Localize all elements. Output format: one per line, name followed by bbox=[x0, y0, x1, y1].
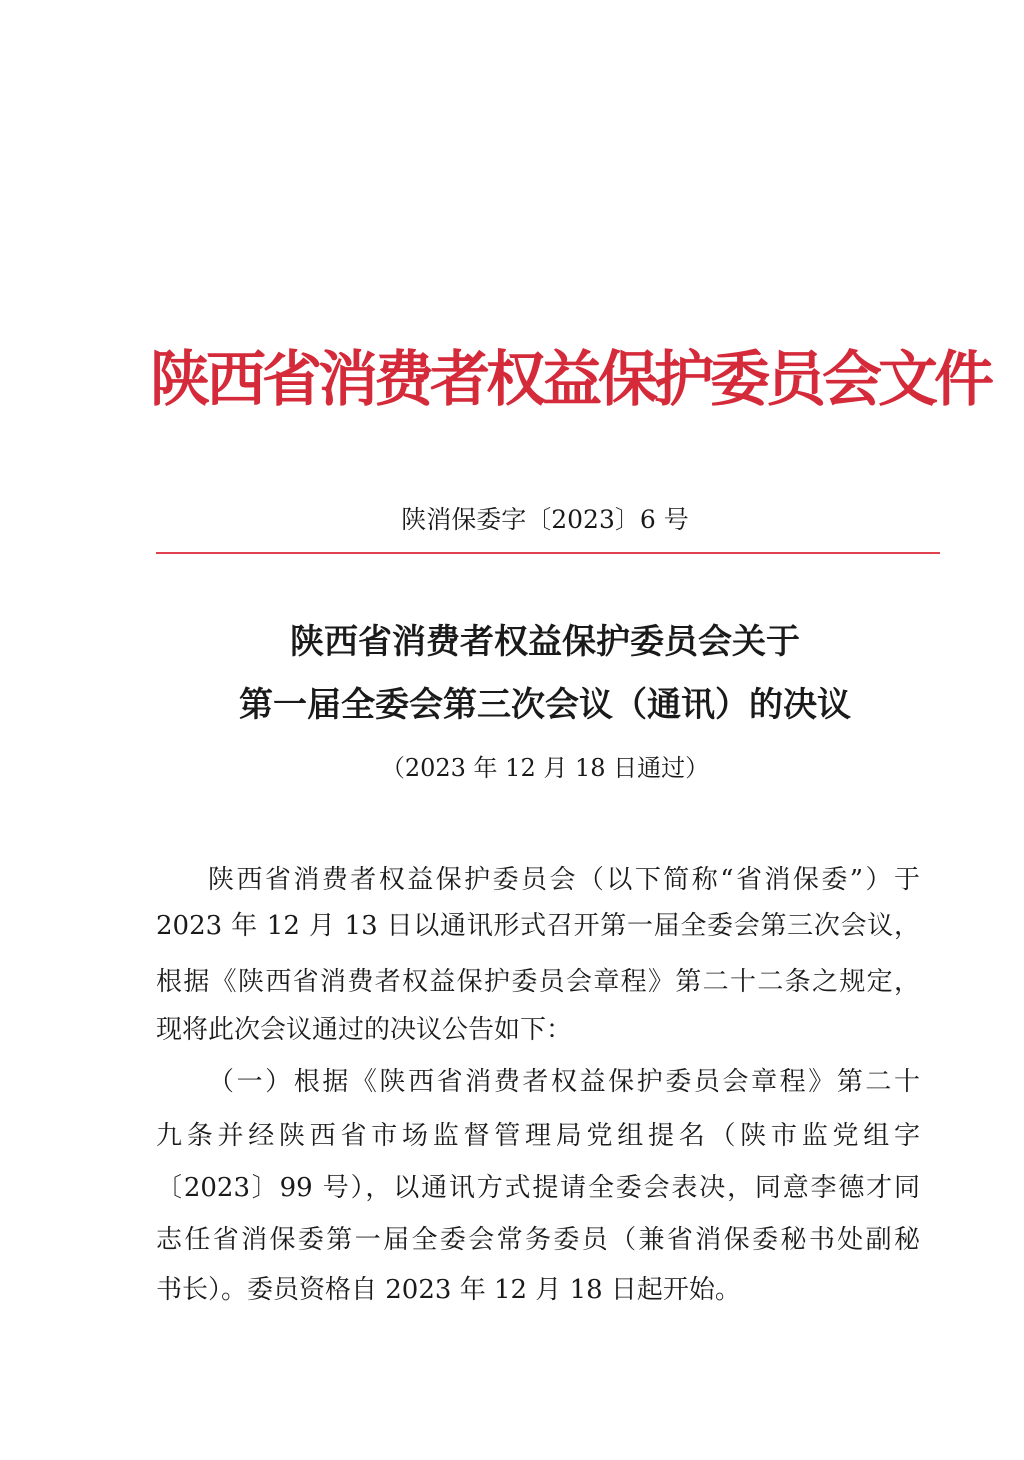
body-paragraph-2-line-3: 〔2023〕99 号），以通讯方式提请全委会表决，同意李德才同 bbox=[156, 1173, 920, 1203]
body-paragraph-1-line-1: 陕西省消费者权益保护委员会（以下简称“省消保委”）于 bbox=[208, 865, 920, 895]
body-paragraph-2-line-2: 九条并经陕西省市场监督管理局党组提名（陕市监党组字 bbox=[156, 1121, 920, 1151]
body-paragraph-2-line-4: 志任省消保委第一届全委会常务委员（兼省消保委秘书处副秘 bbox=[156, 1225, 920, 1255]
body-paragraph-2-line-1: （一）根据《陕西省消费者权益保护委员会章程》第二十 bbox=[208, 1067, 920, 1097]
body-paragraph-1-line-2: 2023 年 12 月 13 日以通讯形式召开第一届全委会第三次会议， bbox=[156, 911, 920, 941]
red-divider bbox=[156, 552, 940, 554]
document-number: 陕消保委字〔2023〕6 号 bbox=[401, 505, 689, 534]
body-paragraph-1-line-3: 根据《陕西省消费者权益保护委员会章程》第二十二条之规定， bbox=[156, 967, 920, 997]
resolution-title-line-1: 陕西省消费者权益保护委员会关于 bbox=[290, 622, 800, 662]
passed-date: （2023 年 12 月 18 日通过） bbox=[380, 754, 710, 782]
body-paragraph-1-line-4: 现将此次会议通过的决议公告如下： bbox=[156, 1015, 573, 1045]
resolution-title-line-2: 第一届全委会第三次会议（通讯）的决议 bbox=[239, 685, 851, 725]
masthead-title: 陕西省消费者权益保护委员会文件 bbox=[150, 345, 990, 415]
body-paragraph-2-line-5: 书长）。委员资格自 2023 年 12 月 18 日起开始。 bbox=[156, 1275, 741, 1305]
